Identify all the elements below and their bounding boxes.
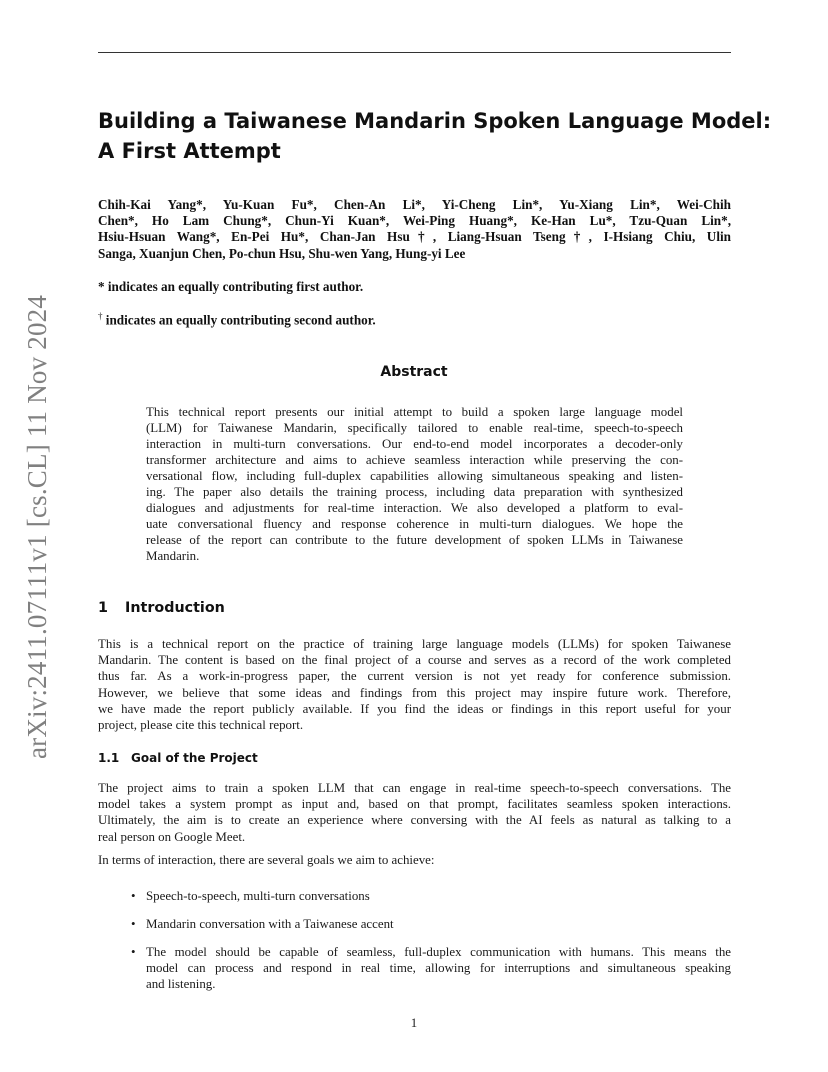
section-title: Introduction	[125, 600, 225, 616]
paragraph-line: The project aims to train a spoken LLM that can engage in real-time speech-to-speech conversations. The	[98, 781, 731, 795]
paragraph-line: model takes a system prompt as input and, based on that prompt, facilitates seamless spoken interactions.	[98, 797, 731, 812]
first-author-note: * indicates an equally contributing first author.	[98, 279, 364, 294]
author-line: Chih-Kai Yang*, Yu-Kuan Fu*, Chen-An Li*, Yi-Cheng Lin*, Yu-Xiang Lin*, Wei-Chih	[98, 197, 731, 212]
paragraph-line: Ultimately, the aim is to create an experience where conversing with the AI feels as natural as talking to a	[98, 813, 731, 828]
section-heading-introduction	[98, 600, 225, 616]
abstract-line: uate conversational fluency and response coherence in multi-turn dialogues. We hope the	[146, 517, 683, 531]
goals-lead-in	[98, 852, 731, 868]
bullet-icon: •	[131, 889, 136, 903]
bullet-line: Mandarin conversation with a Taiwanese accent	[146, 917, 394, 931]
title-line: A First Attempt	[98, 139, 281, 163]
introduction-paragraph	[98, 636, 731, 733]
paragraph-line: real person on Google Meet.	[98, 829, 246, 844]
bullet-line: Speech-to-speech, multi-turn conversations	[146, 889, 370, 903]
author-line: Chen*, Ho Lam Chung*, Chun-Yi Kuan*, Wei-Ping Huang*, Ke-Han Lu*, Tzu-Quan Lin*,	[98, 213, 731, 229]
abstract-line: release of the report can contribute to the future development of spoken LLMs in Taiwanese	[146, 533, 683, 547]
bullet-line: model can process and respond in real time, allowing for interruptions and simultaneous speaking	[146, 961, 731, 976]
bullet-text	[146, 916, 731, 932]
paragraph-line: project, please cite this technical report.	[98, 718, 304, 733]
abstract-line: dialogues and adjustments for real-time interaction. We also developed a platform to eval-	[146, 501, 683, 515]
paragraph-line: we have made the report publicly available. If you find the ideas or findings in this report useful for your	[98, 701, 731, 716]
section-number: 1	[98, 600, 108, 616]
header-rule	[98, 52, 731, 53]
subsection-title: Goal of the Project	[131, 751, 258, 765]
subsection-heading-goal	[98, 751, 258, 765]
bullet-text	[146, 944, 731, 993]
bullet-icon: •	[131, 917, 136, 931]
page-number: 1	[410, 1016, 418, 1030]
abstract-body	[146, 404, 683, 564]
bullet-icon: •	[131, 945, 136, 959]
paper-title	[98, 106, 772, 166]
paragraph-line: Mandarin. The content is based on the final project of a course and serves as a record of the work completed	[98, 653, 731, 668]
second-author-note	[98, 311, 376, 328]
arxiv-side-stamp: arXiv:2411.07111v1 [cs.CL] 11 Nov 2024	[22, 294, 52, 759]
abstract-heading: Abstract	[380, 364, 448, 380]
author-line: Sanga, Xuanjun Chen, Po-chun Hsu, Shu-wen Yang, Hung-yi Lee	[98, 245, 466, 261]
goal-paragraph	[98, 780, 731, 845]
paragraph-line: In terms of interaction, there are several goals we aim to achieve:	[98, 853, 435, 867]
abstract-line: This technical report presents our initial attempt to build a spoken large language model	[146, 405, 683, 419]
paragraph-line: thus far. As a work-in-progress paper, the current version is not yet ready for conference submission.	[98, 669, 731, 684]
abstract-line: transformer architecture and aims to achieve seamless interaction while preserving the con-	[146, 453, 683, 467]
bullet-text	[146, 888, 731, 904]
subsection-number: 1.1	[98, 751, 120, 765]
author-line: Hsiu-Hsuan Wang*, En-Pei Hu*, Chan-Jan Hsu†, Liang-Hsuan Tseng†, I-Hsiang Chiu, Ulin	[98, 229, 731, 245]
second-author-note-text: indicates an equally contributing second author.	[102, 312, 376, 328]
paragraph-line: However, we believe that some ideas and findings from this project may inspire future work. Therefore,	[98, 685, 731, 700]
abstract-line: versational flow, including full-duplex capabilities allowing simultaneous speaking and listen-	[146, 469, 683, 483]
dagger-mark: †	[98, 311, 103, 321]
title-line: Building a Taiwanese Mandarin Spoken Language Model:	[98, 109, 772, 133]
abstract-line: Mandarin.	[146, 549, 200, 563]
author-list	[98, 197, 731, 262]
paragraph-line: This is a technical report on the practice of training large language models (LLMs) for spoken Taiwanese	[98, 637, 731, 651]
bullet-line: and listening.	[146, 977, 216, 992]
bullet-line: The model should be capable of seamless, full-duplex communication with humans. This means the	[146, 945, 731, 959]
abstract-line: (LLM) for Taiwanese Mandarin, specifically tailored to enable real-time, speech-to-speech	[146, 421, 683, 435]
abstract-line: ing. The paper also details the training process, including data preparation with synthesized	[146, 485, 683, 499]
abstract-line: interaction in multi-turn conversations. Our end-to-end model incorporates a decoder-only	[146, 437, 683, 451]
